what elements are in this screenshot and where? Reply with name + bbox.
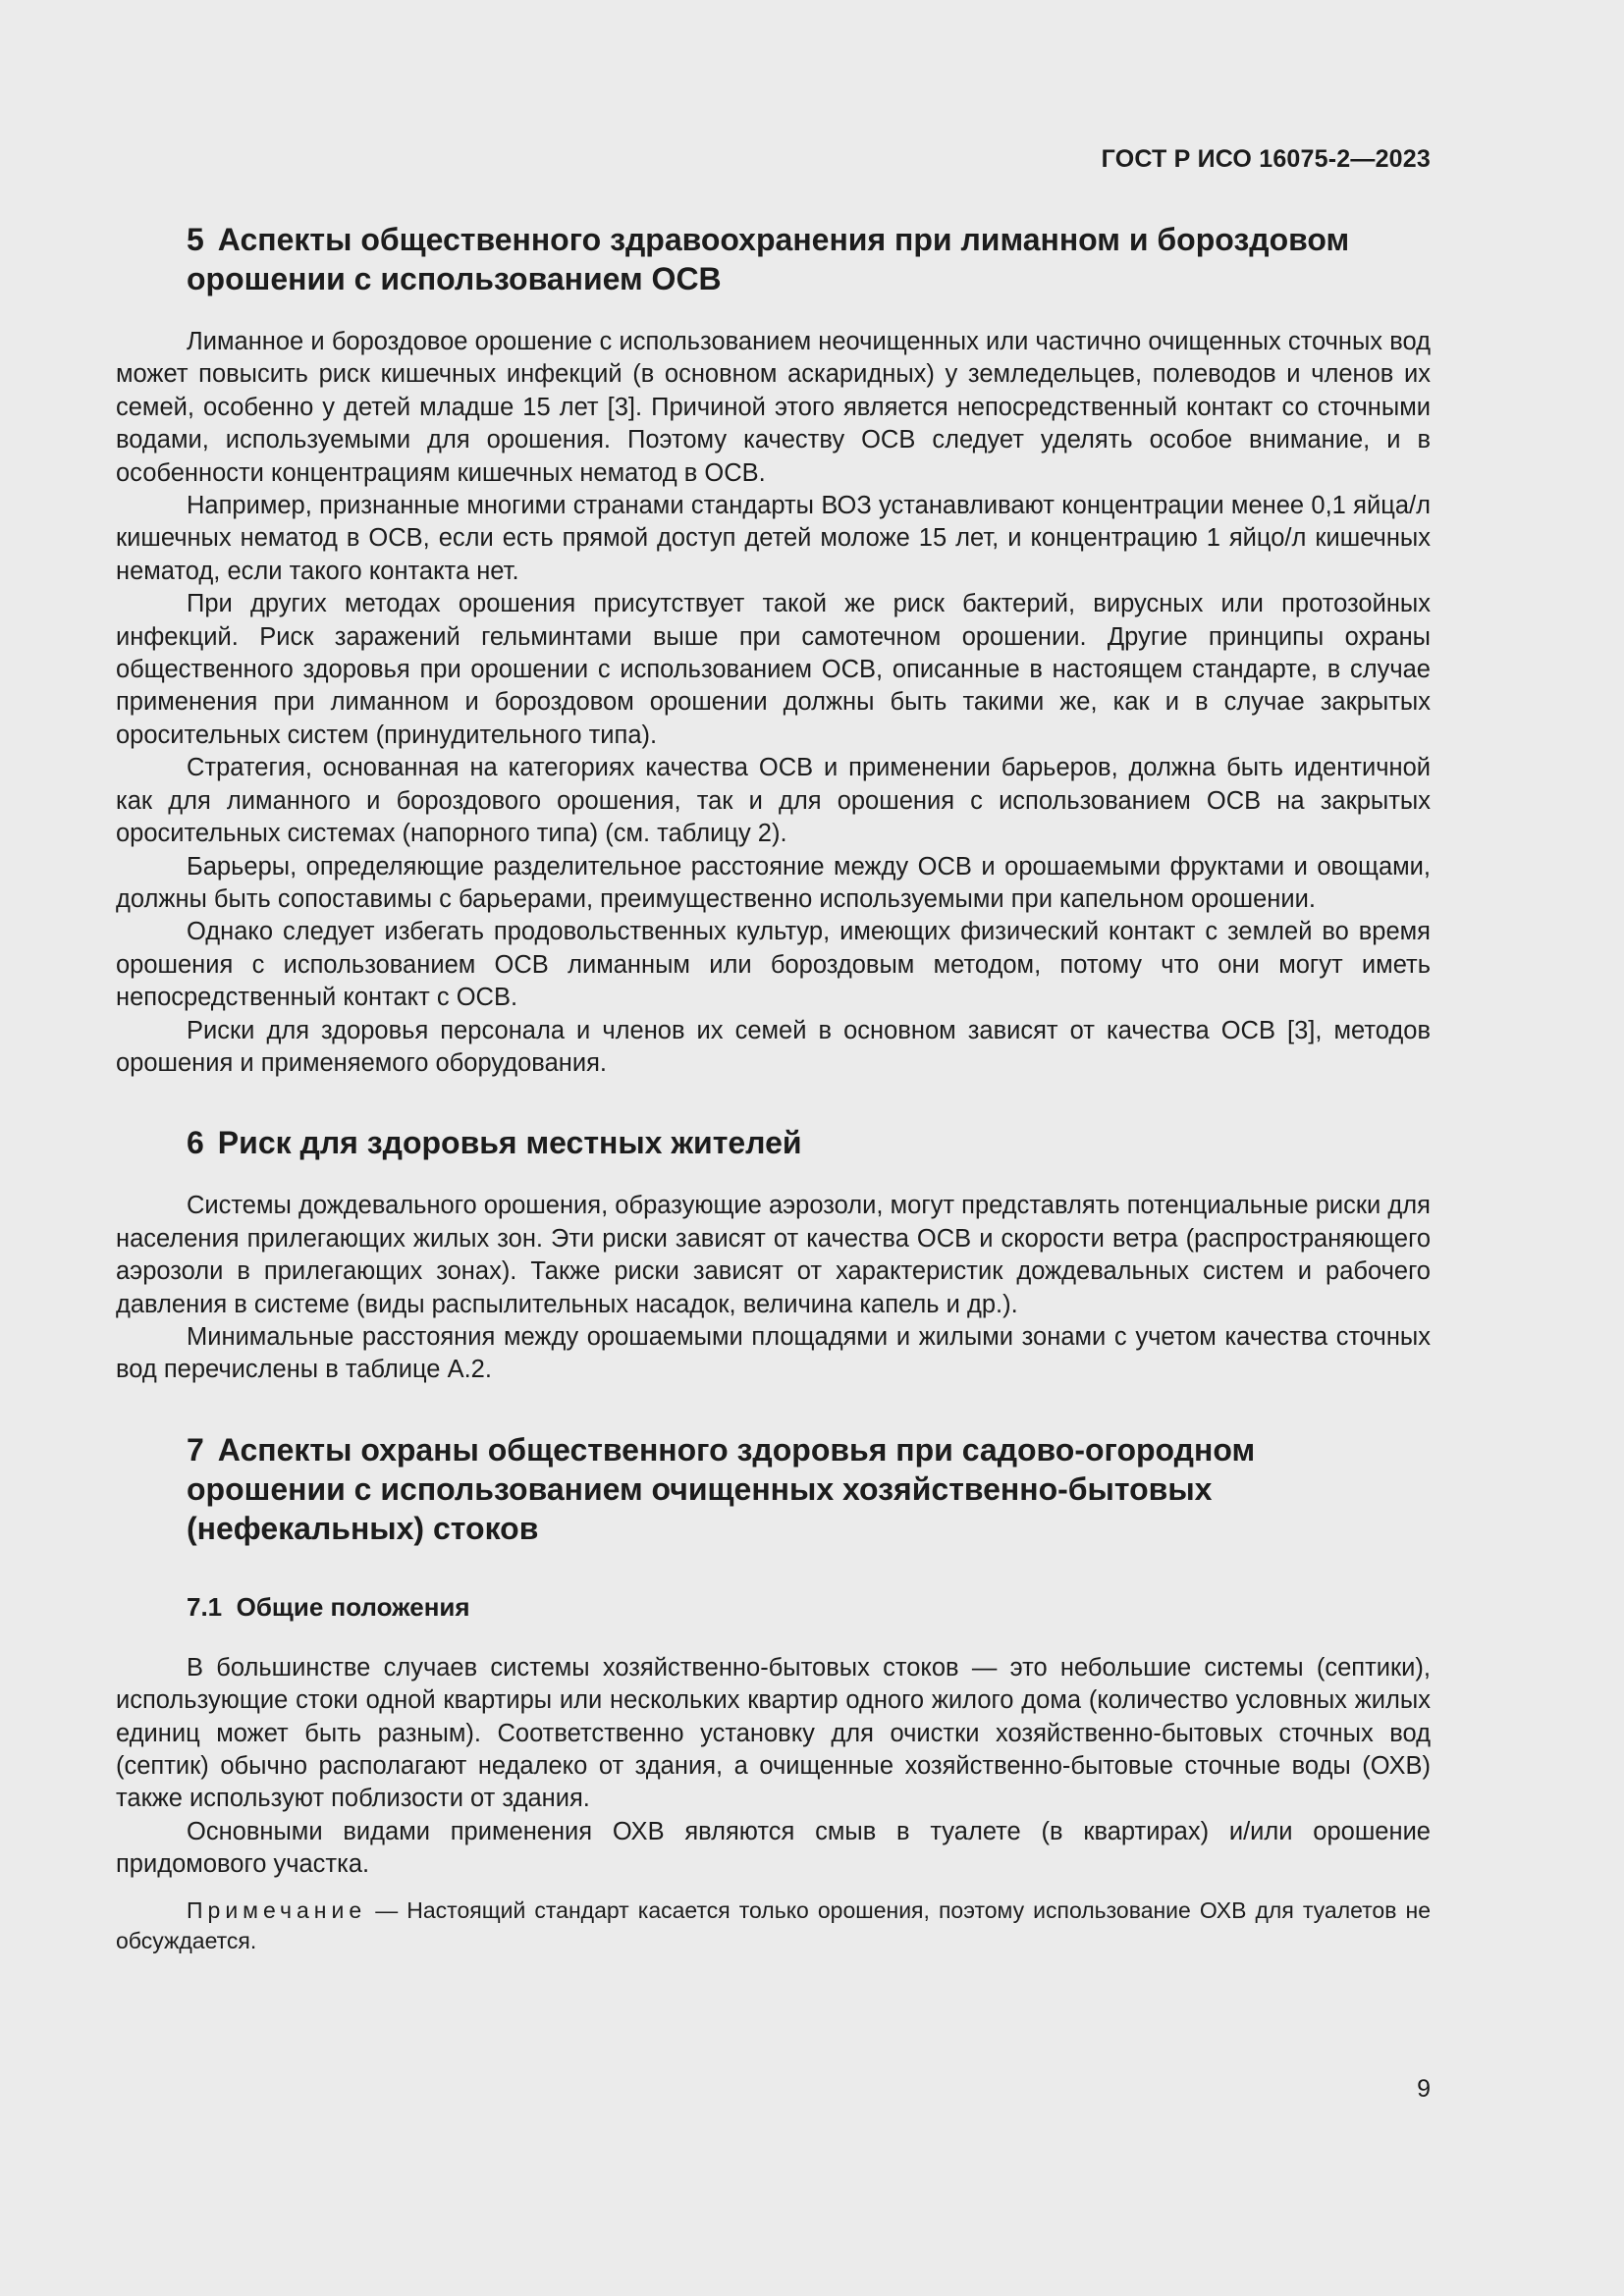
section-title-line: Аспекты охраны общественного здоровья при садово-огородном (217, 1431, 1256, 1468)
paragraph: Однако следует избегать продовольственных культур, имеющих физический контакт с землей во время орошения с использованием ОСВ лиманным или бороздовым методом, потому что они могут иметь непосредственный контакт с ОСВ. (116, 918, 1431, 1012)
note-text: Настоящий стандарт касается только орошения, поэтому использование ОХВ для туалетов не обсуждается. (116, 1896, 1431, 1953)
note-label: Примечание (187, 1896, 367, 1923)
subsection-title: Общие положения (236, 1591, 470, 1622)
section-7-heading (116, 1430, 1431, 1548)
paragraph: Барьеры, определяющие разделительное расстояние между ОСВ и орошаемыми фруктами и овощами, должны быть сопоставимы с барьерами, преимущественно используемыми при капельном орошении. (116, 852, 1431, 913)
subsection-7-1-heading (116, 1591, 1431, 1623)
paragraph: Системы дождевального орошения, образующие аэрозоли, могут представлять потенциальные риски для населения прилегающих жилых зон. Эти риски зависят от качества ОСВ и скорости ветра (распространяющего аэрозоли в прилегающих зонах). Также риски зависят от характеристик дождевальных систем и рабочего давления в системе (виды распылительных насадок, величина капель и др.). (116, 1192, 1431, 1318)
section-5-heading (116, 220, 1431, 298)
section-number: 5 (187, 222, 204, 257)
paragraph: В большинстве случаев системы хозяйственно-бытовых стоков — это небольшие системы (септики), использующие стоки одной квартиры или нескольких квартир одного жилого дома (количество условных жилых единиц может быть разным). Соответственно установку для очистки хозяйственно-бытовых сточных вод (септик) обычно располагают недалеко от здания, а очищенные хозяйственно-бытовые сточные воды (ОХВ) также используют поблизости от здания. (116, 1653, 1431, 1813)
note (116, 1896, 1431, 1956)
document-code: ГОСТ Р ИСО 16075-2—2023 (1101, 145, 1431, 173)
section-6-heading (116, 1123, 1431, 1162)
paragraph: Например, признанные многими странами стандарты ВОЗ устанавливают концентрации менее 0,1 яйца/л кишечных нематод в ОСВ, если есть прямой доступ детей моложе 15 лет, и концентрацию 1 яйцо/л кишечных нематод, если такого контакта нет. (116, 492, 1431, 585)
section-title-line: (нефекальных) стоков (187, 1510, 539, 1546)
page-content (116, 220, 1431, 1956)
section-number: 7 (187, 1431, 204, 1468)
section-number: 6 (187, 1125, 204, 1161)
section-title-line: орошении с использованием ОСВ (187, 261, 722, 296)
section-title-line: орошении с использованием очищенных хозяйственно-бытовых (187, 1470, 1213, 1507)
paragraph: Лиманное и бороздовое орошение с использованием неочищенных или частично очищенных сточных вод может повысить риск кишечных инфекций (в основном аскаридных) у земледельцев, полеводов и членов их семей, особенно у детей младше 15 лет [3]. Причиной этого является непосредственный контакт со сточными водами, используемыми для орошения. Поэтому качеству ОСВ следует уделять особое внимание, и в особенности концентрациям кишечных нематод в ОСВ. (116, 328, 1431, 487)
subsection-number: 7.1 (187, 1591, 223, 1622)
paragraph: Риски для здоровья персонала и членов их семей в основном зависят от качества ОСВ [3], методов орошения и применяемого оборудования. (116, 1016, 1431, 1077)
note-dash: — (366, 1896, 407, 1923)
paragraph: Стратегия, основанная на категориях качества ОСВ и применении барьеров, должна быть идентичной как для лиманного и бороздового орошения, так и для орошения с использованием ОСВ на закрытых оросительных системах (напорного типа) (см. таблицу 2). (116, 754, 1431, 848)
page-number: 9 (1417, 2075, 1431, 2103)
paragraph: Основными видами применения ОХВ являются смыв в туалете (в квартирах) и/или орошение придомового участка. (116, 1817, 1431, 1879)
paragraph: При других методах орошения присутствует такой же риск бактерий, вирусных или протозойных инфекций. Риск заражений гельминтами выше при самотечном орошении. Другие принципы охраны общественного здоровья при орошении с использованием ОСВ, описанные в настоящем стандарте, в случае применения при лиманном и бороздовом орошении должны быть такими же, как и в случае закрытых оросительных систем (принудительного типа). (116, 590, 1431, 749)
section-title-line: Аспекты общественного здравоохранения при лиманном и бороздовом (217, 222, 1350, 257)
paragraph: Минимальные расстояния между орошаемыми площадями и жилыми зонами с учетом качества сточных вод перечислены в таблице А.2. (116, 1322, 1431, 1384)
section-title-line: Риск для здоровья местных жителей (217, 1125, 802, 1161)
